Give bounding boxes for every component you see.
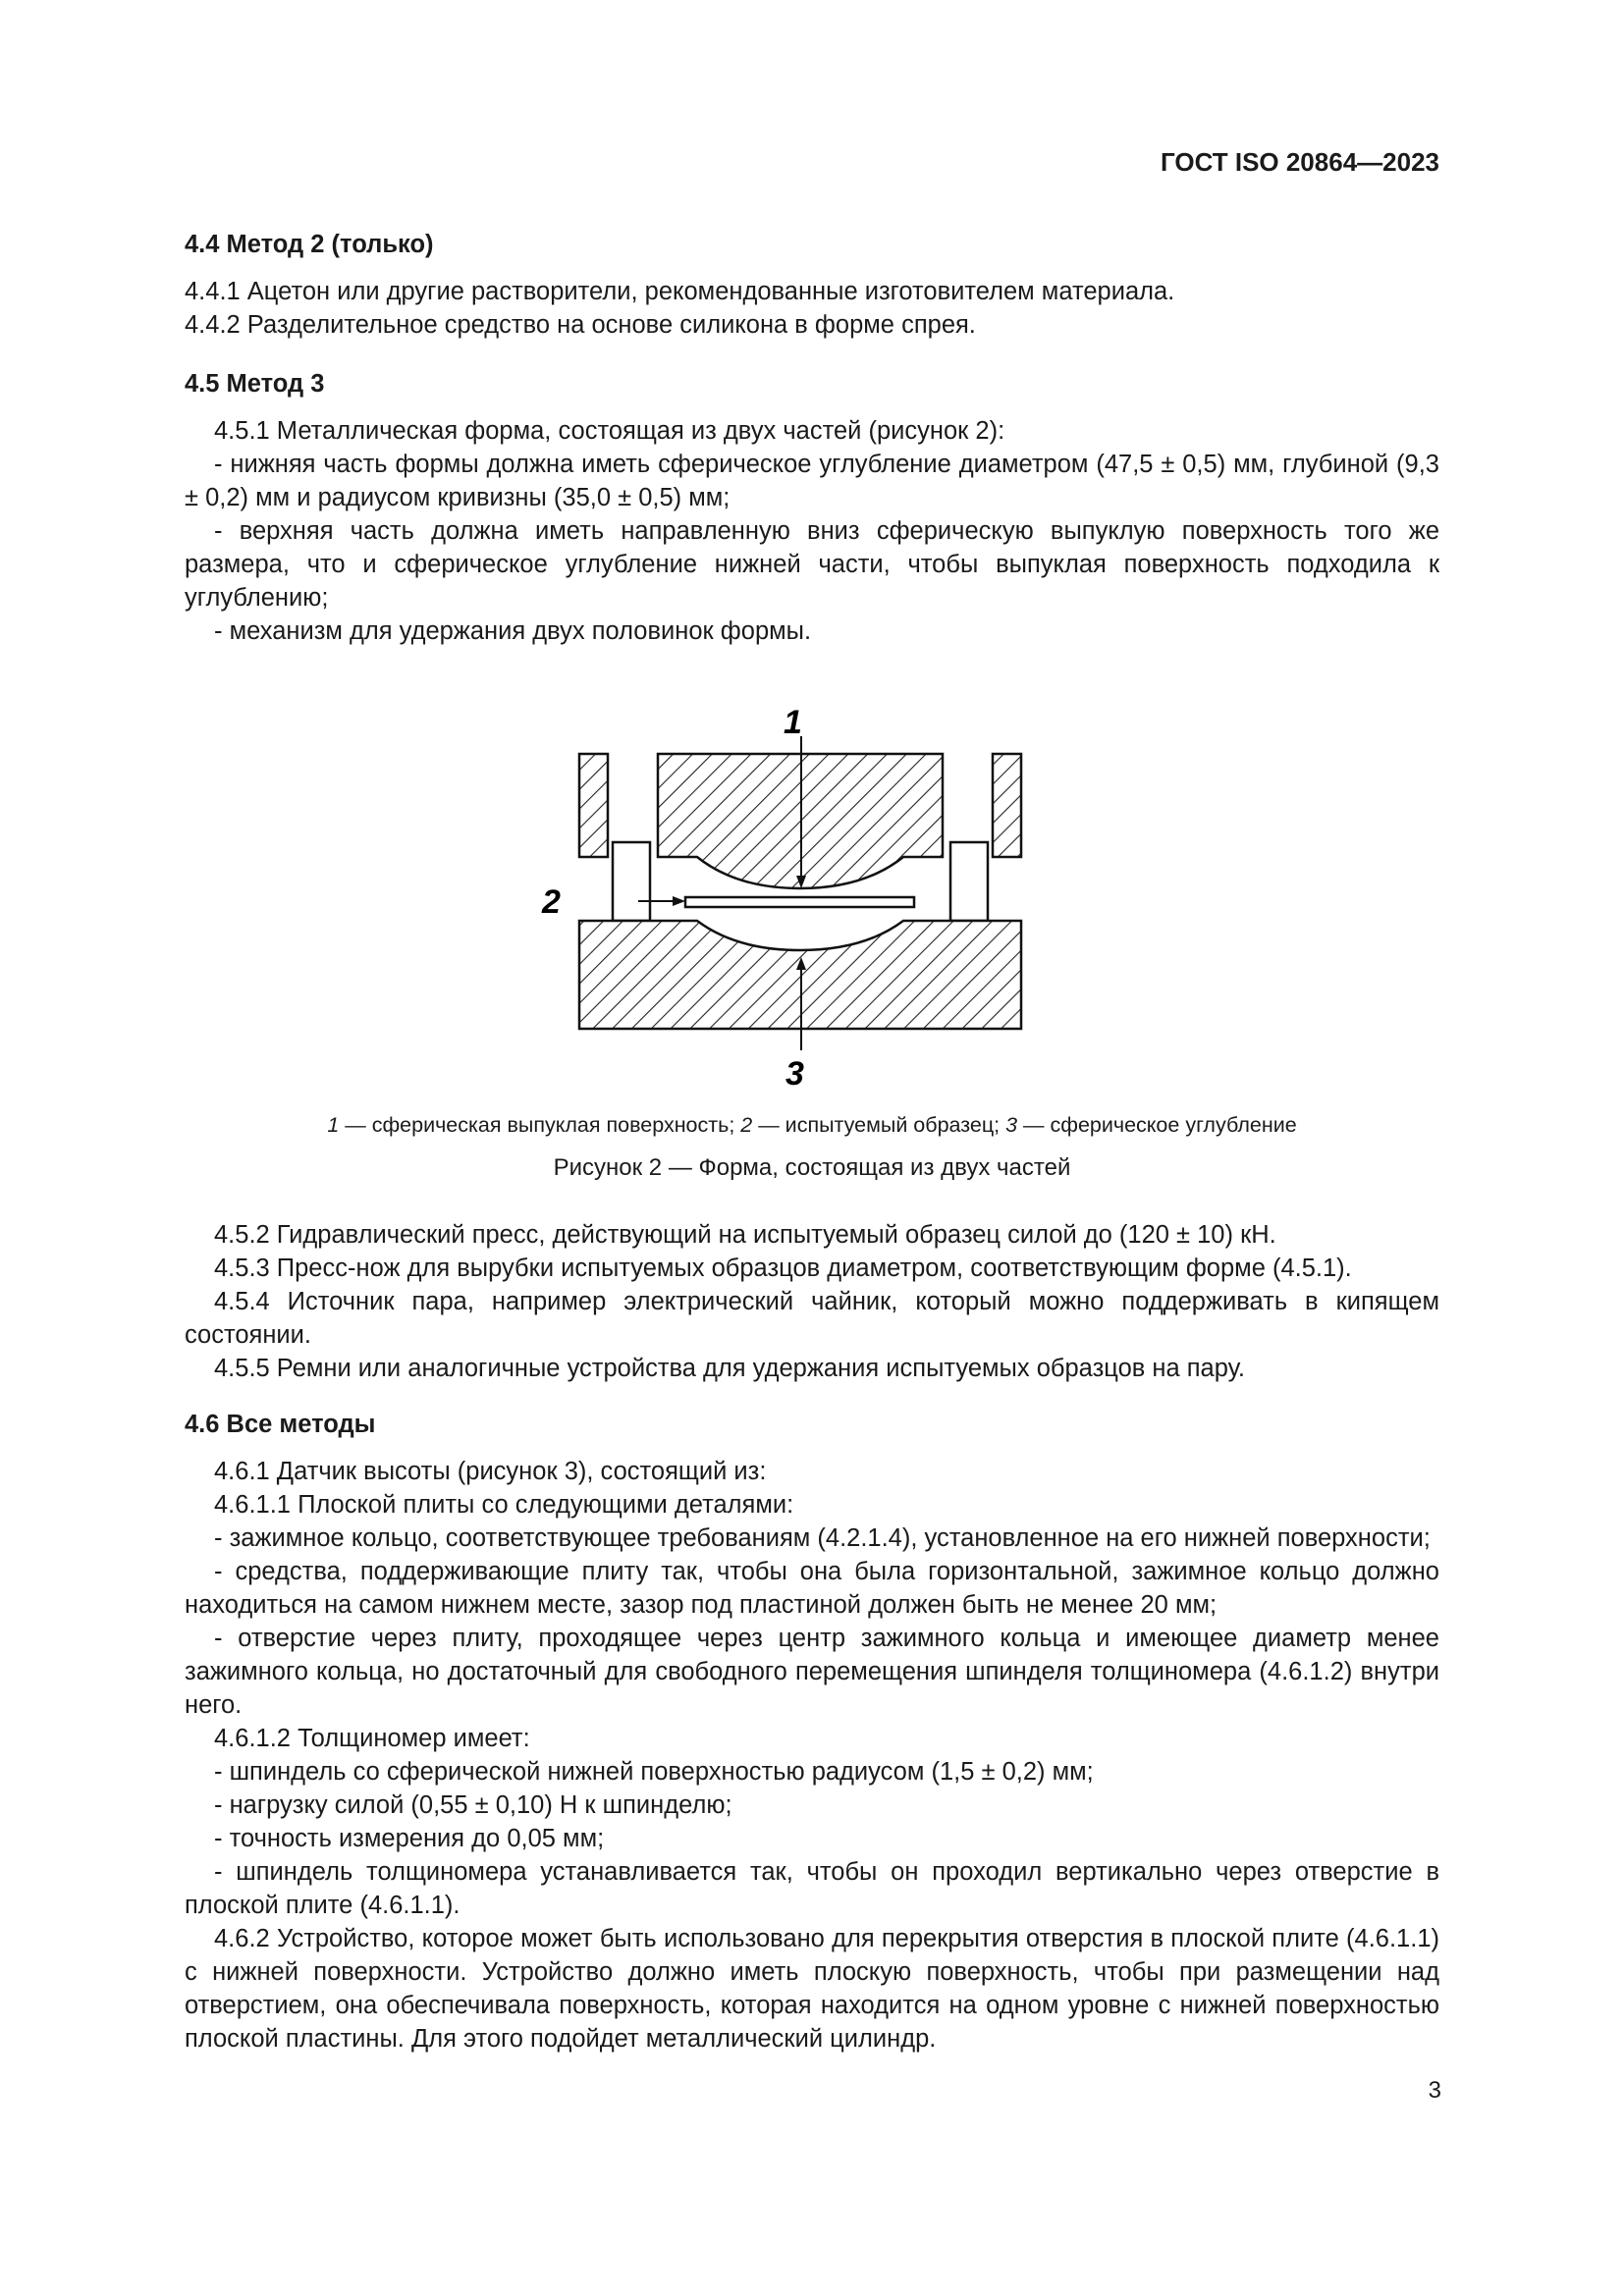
- list-item: - шпиндель толщиномера устанавливается так, чтобы он проходил вертикально через отверстие в плоской плите (4.6.1.1).: [185, 1858, 1439, 1919]
- arrow-2-head: [673, 896, 685, 906]
- legend-text: — сферическая выпуклая поверхность;: [339, 1113, 741, 1137]
- figure-label-3: 3: [785, 1055, 804, 1093]
- test-specimen: [685, 897, 914, 907]
- right-guide-pin: [950, 842, 988, 921]
- paragraph: 4.5.2 Гидравлический пресс, действующий на испытуемый образец силой до (120 ± 10) кН.: [214, 1221, 1276, 1249]
- list-item: - отверстие через плиту, проходящее через центр зажимного кольца и имеющее диаметр менее зажимного кольца, но достаточный для свободного перемещения шпинделя толщиномера (4.6.1.2) внутри него.: [185, 1625, 1439, 1719]
- figure-legend: [185, 1110, 1439, 1140]
- paragraph: 4.5.5 Ремни или аналогичные устройства для удержания испытуемых образцов на пару.: [214, 1355, 1245, 1382]
- legend-text: — сферическое углубление: [1017, 1113, 1297, 1137]
- paragraph: 4.6.1.1 Плоской плиты со следующими деталями:: [214, 1491, 794, 1519]
- list-item: - верхняя часть должна иметь направленную вниз сферическую выпуклую поверхность того же размера, что и сферическое углубление нижней части, чтобы выпуклая поверхность подходила к углублению;: [185, 517, 1439, 612]
- list-item: - зажимное кольцо, соответствующее требованиям (4.2.1.4), установленное на его нижней поверхности;: [214, 1524, 1431, 1552]
- page-number: 3: [1428, 2077, 1441, 2104]
- list-item: - точность измерения до 0,05 мм;: [214, 1825, 605, 1852]
- legend-number: 3: [1005, 1113, 1018, 1137]
- section-4-6: [185, 1408, 1439, 2056]
- paragraph: 4.5.1 Металлическая форма, состоящая из двух частей (рисунок 2):: [214, 417, 1005, 445]
- upper-left-block: [579, 754, 608, 857]
- section-4-5: [185, 367, 1439, 648]
- figure-title: Рисунок 2 — Форма, состоящая из двух частей: [553, 1154, 1071, 1181]
- paragraph: 4.4.1 Ацетон или другие растворители, рекомендованные изготовителем материала.: [185, 278, 1175, 305]
- paragraph: 4.6.1.2 Толщиномер имеет:: [214, 1725, 530, 1752]
- figure-label-1: 1: [784, 704, 802, 741]
- legend-number: 1: [327, 1113, 340, 1137]
- section-title: 4.4 Метод 2 (только): [185, 231, 434, 258]
- list-item: - механизм для удержания двух половинок формы.: [214, 617, 812, 645]
- list-item: - шпиндель со сферической нижней поверхностью радиусом (1,5 ± 0,2) мм;: [214, 1758, 1094, 1786]
- paragraph: 4.5.4 Источник пара, например электрический чайник, который можно поддерживать в кипящем состоянии.: [185, 1288, 1439, 1349]
- section-title: 4.5 Метод 3: [185, 370, 325, 398]
- upper-right-block: [993, 754, 1021, 857]
- figure-two-part-mold: [530, 702, 1041, 1095]
- left-guide-pin: [613, 842, 650, 921]
- legend-number: 2: [740, 1113, 753, 1137]
- legend-text: — испытуемый образец;: [752, 1113, 1006, 1137]
- section-4-5-continued: [185, 1218, 1439, 1385]
- list-item: - нагрузку силой (0,55 ± 0,10) Н к шпинделю;: [214, 1791, 732, 1819]
- section-title: 4.6 Все методы: [185, 1411, 376, 1438]
- paragraph: 4.6.2 Устройство, которое может быть использовано для перекрытия отверстия в плоской плите (4.6.1.1) с нижней поверхности. Устройство должно иметь плоскую поверхность, чтобы при размещении над отверстием, она обеспечивала поверхность, которая находится на одном уровне с нижней поверхностью плоской пластины. Для этого подойдет металлический цилиндр.: [185, 1925, 1439, 2053]
- list-item: - нижняя часть формы должна иметь сферическое углубление диаметром (47,5 ± 0,5) мм, глубиной (9,3 ± 0,2) мм и радиусом кривизны (35,0 ± 0,5) мм;: [185, 451, 1439, 511]
- paragraph: 4.4.2 Разделительное средство на основе силикона в форме спрея.: [185, 311, 976, 339]
- section-4-4: [185, 228, 1439, 342]
- paragraph: 4.5.3 Пресс-нож для вырубки испытуемых образцов диаметром, соответствующим форме (4.5.1).: [214, 1255, 1352, 1282]
- list-item: - средства, поддерживающие плиту так, чтобы она была горизонтальной, зажимное кольцо должно находиться на самом нижнем месте, зазор под пластиной должен быть не менее 20 мм;: [185, 1558, 1439, 1619]
- document-header-id: ГОСТ ISO 20864—2023: [1160, 147, 1439, 177]
- figure-label-2: 2: [542, 883, 561, 921]
- paragraph: 4.6.1 Датчик высоты (рисунок 3), состоящий из:: [214, 1458, 767, 1485]
